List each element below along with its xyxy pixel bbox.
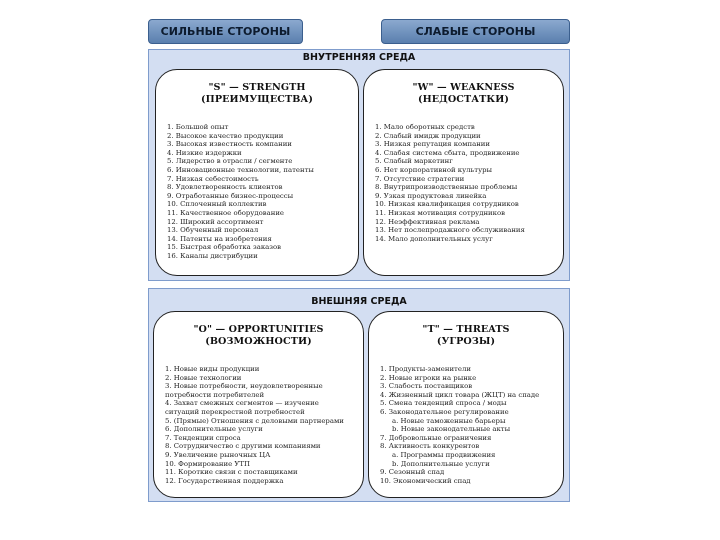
opportunities-heading-title: "O" — OPPORTUNITIES (193, 324, 324, 335)
opportunity-item: 12. Государственная поддержка (165, 476, 284, 485)
threat-item: а. Программы продвижения (392, 450, 496, 459)
opportunities-list (165, 365, 348, 485)
threats-heading-title: "T" — THREATS (422, 324, 510, 335)
weakness-item: 13. Нет послепродажного обслуживания (375, 226, 525, 235)
weakness-card (363, 69, 564, 276)
strength-card (155, 69, 359, 276)
strength-item: 10. Сплоченный коллектив (167, 200, 267, 209)
strength-item: 6. Инновационные технологии, патенты (167, 165, 314, 174)
internal-environment-title: ВНУТРЕННЯЯ СРЕДА (302, 52, 416, 63)
weakness-heading-title: "W" — WEAKNESS (412, 82, 515, 93)
threat-item: 2. Новые игроки на рынке (380, 373, 477, 382)
opportunity-item: потребности потребителей (165, 390, 265, 399)
opportunity-item: 5. (Прямые) Отношения с деловыми партнерами (165, 416, 344, 425)
external-environment-panel (148, 288, 570, 502)
threat-item: 5. Смена тенденций спроса / моды (380, 399, 507, 408)
opportunity-item: 10. Формирование УТП (165, 459, 250, 468)
weakness-heading-subtitle: (НЕДОСТАТКИ) (417, 93, 510, 105)
weakness-item: 3. Низкая репутация компании (375, 140, 490, 149)
strength-heading-subtitle: (ПРЕИМУЩЕСТВА) (201, 93, 313, 105)
strength-item: 14. Патенты на изобретения (167, 234, 272, 243)
threat-item: 9. Сезонный спад (380, 468, 445, 477)
threats-heading-subtitle: (УГРОЗЫ) (436, 335, 496, 347)
strength-item: 16. Каналы дистрибуции (167, 251, 258, 260)
strength-item: 7. Низкая себестоимость (167, 174, 259, 183)
strength-item: 9. Отработанные бизнес-процессы (167, 191, 294, 200)
opportunity-item: 6. Дополнительные услуги (165, 425, 263, 434)
strength-item: 8. Удовлетворенность клиентов (167, 183, 283, 192)
weakness-item: 1. Мало оборотных средств (375, 123, 475, 131)
weakness-item: 4. Слабая система сбыта, продвижение (375, 148, 520, 157)
strength-item: 13. Обученный персонал (167, 226, 259, 235)
weakness-item: 11. Низкая мотивация сотрудников (375, 208, 505, 217)
opportunity-item: 4. Захват смежных сегментов — изучение (165, 399, 319, 408)
opportunity-item: 1. Новые виды продукции (165, 365, 260, 373)
strength-item: 12. Широкий ассортимент (167, 217, 264, 226)
weakness-item: 14. Мало дополнительных услуг (375, 234, 493, 243)
weakness-item: 7. Отсутствие стратегии (375, 174, 465, 183)
weakness-item: 6. Нет корпоративной культуры (375, 165, 493, 174)
weakness-item: 5. Слабый маркетинг (375, 157, 453, 166)
opportunity-item: ситуаций перекрестной потребностей (165, 407, 305, 416)
opportunities-card (153, 311, 364, 498)
weakness-item: 9. Узкая продуктовая линейка (375, 191, 487, 200)
weakness-item: 12. Неэффективная реклама (375, 217, 480, 226)
threat-item: 10. Экономический спад (380, 476, 471, 485)
strengths-tab (148, 19, 303, 44)
threat-item: 8. Активность конкурентов (380, 442, 480, 451)
threats-heading (369, 324, 563, 347)
opportunity-item: 3. Новые потребности, неудовлетворенные (165, 382, 323, 391)
strength-heading (156, 82, 358, 105)
opportunity-item: 8. Сотрудничество с другими компаниями (165, 442, 321, 451)
strength-item: 11. Качественное оборудование (167, 208, 285, 217)
opportunity-item: 9. Увеличение рыночных ЦА (165, 450, 271, 459)
threats-list (380, 365, 543, 485)
weakness-heading (364, 82, 563, 105)
strength-list (167, 123, 318, 261)
opportunity-item: 11. Короткие связи с поставщиками (165, 468, 298, 477)
weakness-item: 2. Слабый имидж продукции (375, 131, 481, 140)
threat-item: b. Дополнительные услуги (392, 459, 490, 468)
strength-item: 3. Высокая известность компании (167, 140, 292, 149)
weakness-item: 8. Внутрипроизводственные проблемы (375, 183, 518, 192)
strength-item: 1. Большой опыт (167, 123, 229, 131)
weakness-item: 10. Низкая квалификация сотрудников (375, 200, 519, 209)
threat-item: 3. Слабость поставщиков (380, 382, 473, 391)
threats-card (368, 311, 564, 498)
opportunity-item: 7. Тенденции спроса (165, 433, 241, 442)
internal-environment-panel (148, 49, 570, 281)
strength-item: 15. Быстрая обработка заказов (167, 243, 282, 252)
opportunities-heading-subtitle: (ВОЗМОЖНОСТИ) (205, 335, 312, 347)
weakness-list (375, 123, 529, 243)
threat-item: 4. Жизненный цикл товара (ЖЦТ) на спаде (380, 390, 540, 399)
threat-item: 1. Продукты-заменители (380, 365, 471, 373)
strength-item: 4. Низкие издержки (167, 148, 242, 157)
threat-item: а. Новые таможенные барьеры (392, 416, 506, 425)
strength-item: 5. Лидерство в отрасли / сегменте (167, 157, 293, 166)
opportunities-heading (154, 324, 363, 347)
weaknesses-tab-label: СЛАБЫЕ СТОРОНЫ (415, 25, 536, 38)
threat-item: 6. Законодательное регулирование (380, 407, 509, 416)
opportunity-item: 2. Новые технологии (165, 373, 242, 382)
threat-item: b. Новые законодательные акты (392, 425, 511, 434)
strength-item: 2. Высокое качество продукции (167, 131, 284, 140)
external-environment-title: ВНЕШНЯЯ СРЕДА (311, 296, 407, 307)
threat-item: 7. Добровольные ограничения (380, 433, 492, 442)
strengths-tab-label: СИЛЬНЫЕ СТОРОНЫ (160, 25, 291, 38)
strength-heading-title: "S" — STRENGTH (208, 82, 306, 93)
weaknesses-tab (381, 19, 570, 44)
